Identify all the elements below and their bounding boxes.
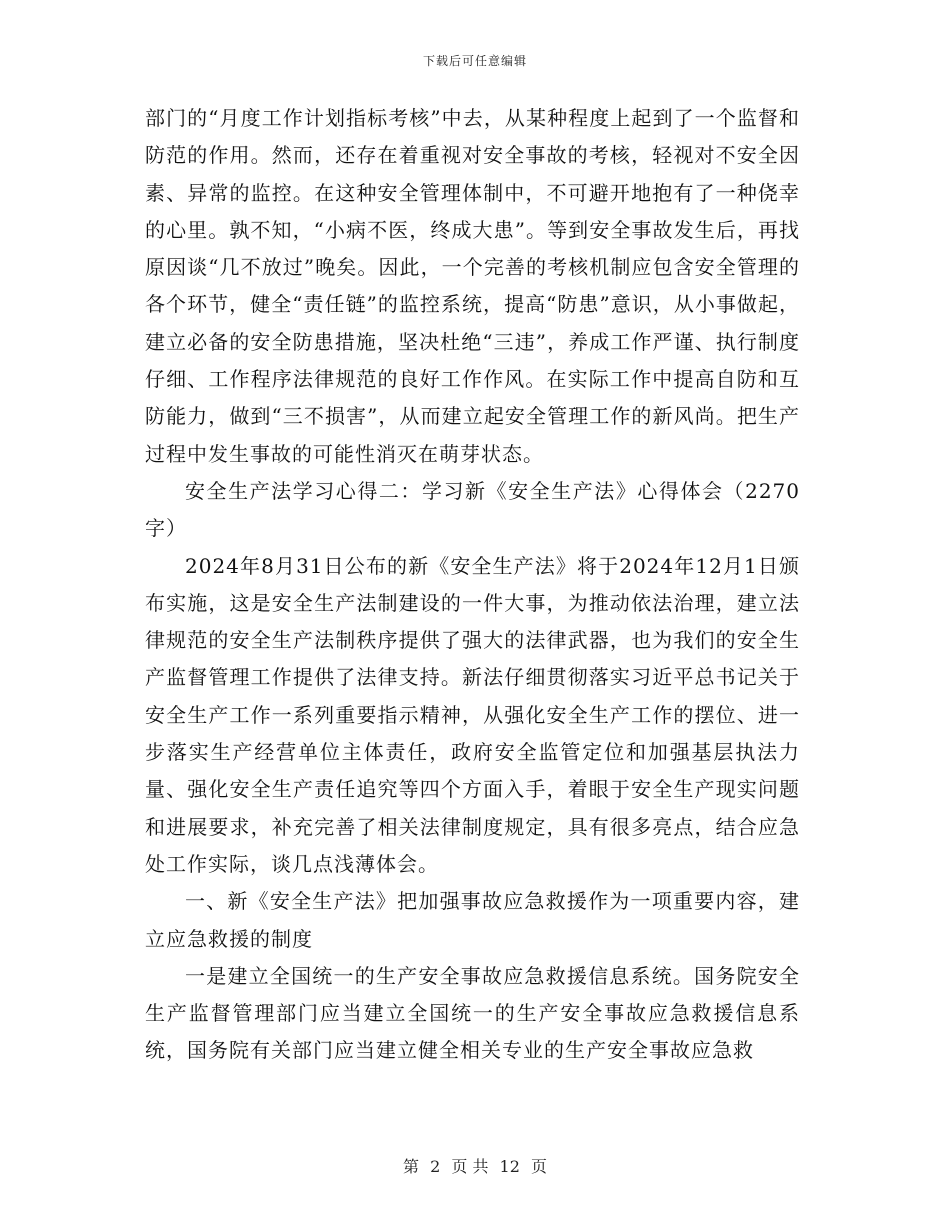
paragraph-info-system: 一是建立全国统一的生产安全事故应急救援信息系统。国务院安全生产监督管理部门应当建立全国统一的生产安全事故应急救援信息系统，国务院有关部门应当建立健全相关专业的生产安全事故应急救 [145,963,800,1063]
footer-page-number: 2 [430,1157,441,1176]
section-title-study-notes: 安全生产法学习心得二：学习新《安全生产法》心得体会（2270字） [145,478,800,541]
footer-middle: 页 共 [451,1157,489,1176]
section-heading-emergency-rescue: 一、新《安全生产法》把加强事故应急救援作为一项重要内容，建立应急救援的制度 [145,889,800,951]
document-body [145,100,800,1070]
footer-total-pages: 12 [499,1157,520,1176]
page-footer [0,1154,950,1177]
page-header: 下载后可任意编辑 [422,54,527,68]
footer-suffix: 页 [531,1157,548,1176]
paragraph-safety-assessment: 部门的“月度工作计划指标考核”中去，从某种程度上起到了一个监督和防范的作用。然而，还存在着重视对安全事故的考核，轻视对不安全因素、异常的监控。在这种安全管理体制中，不可避开地抱有了一种侥幸的心里。孰不知，“小病不医，终成大患”。等到安全事故发生后，再找原因谈“几不放过”晚矣。因此，一个完善的考核机制应包含安全管理的各个环节，健全“责任链”的监控系统，提高“防患”意识，从小事做起，建立必备的安全防患措施，坚决杜绝“三违”，养成工作严谨、执行制度仔细、工作程序法律规范的良好工作作风。在实际工作中提高自防和互防能力，做到“三不损害”，从而建立起安全管理工作的新风尚。把生产过程中发生事故的可能性消灭在萌芽状态。 [145,106,800,466]
footer-prefix: 第 [402,1157,419,1176]
paragraph-new-law-intro: 2024年8月31日公布的新《安全生产法》将于2024年12月1日颁布实施，这是安全生产法制建设的一件大事，为推动依法治理，建立法律规范的安全生产法制秩序提供了强大的法律武器，也为我们的安全生产监督管理工作提供了法律支持。新法仔细贯彻落实习近平总书记关于安全生产工作一系列重要指示精神，从强化安全生产工作的摆位、进一步落实生产经营单位主体责任，政府安全监管定位和加强基层执法力量、强化安全生产责任追究等四个方面入手，着眼于安全生产现实问题和进展要求，补充完善了相关法律制度规定，具有很多亮点，结合应急处工作实际，谈几点浅薄体会。 [145,553,800,876]
